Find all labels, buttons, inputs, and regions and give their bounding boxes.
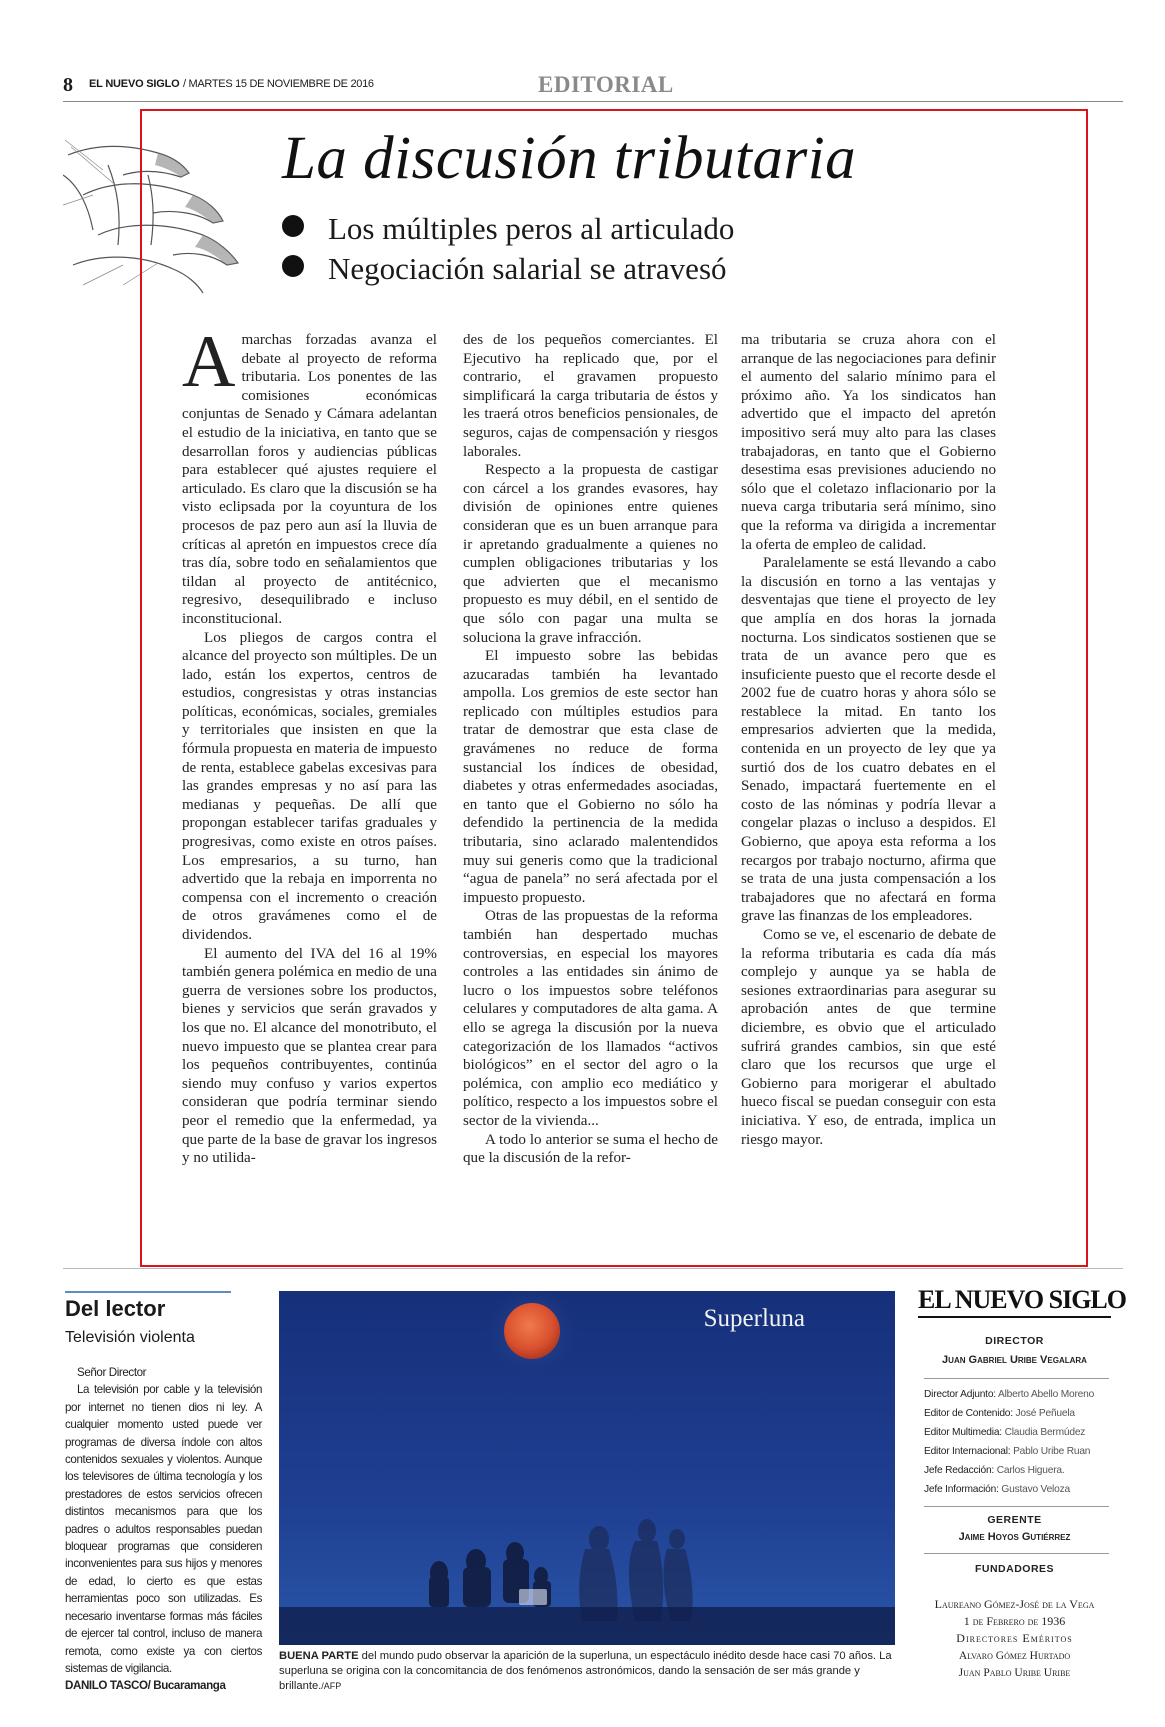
- photo-credit: /AFP: [321, 1681, 342, 1691]
- masthead-logo: EL NUEVO SIGLO: [918, 1285, 1126, 1314]
- staff-row: [924, 1389, 1114, 1400]
- staff-name: Gustavo Veloza: [1001, 1484, 1070, 1495]
- section-divider: [63, 1268, 1123, 1269]
- paragraph: A todo lo anterior se suma el hecho de que la discusión de la refor-: [463, 1131, 718, 1167]
- masthead-divider: [924, 1506, 1109, 1507]
- caption-text: del mundo pudo observar la aparición de la superluna, un espectáculo inédito desde hace casi 70 años. La superluna se origina con la concomitancia de dos fenómenos astronómicos, dando la sensación de ser más grande y brillante.: [279, 1650, 892, 1692]
- staff-row: [924, 1446, 1114, 1457]
- paragraph: Como se ve, el escenario de debate de la reforma tributaria es cada día más complejo y aunque ya se habla de sesiones extraordinarias para asegurar su aprobación antes de que termine diciembre, es obvio que el articulado sufrirá grandes cambios, sin que esté claro que los recursos que urge el Gobierno para morigerar el abultado hueco fiscal se puedan conseguir con esta iniciativa. Y eso, de entrada, implica un riesgo mayor.: [741, 927, 996, 1148]
- bullet-dot-icon: [282, 215, 304, 237]
- moon-shape: [504, 1303, 560, 1359]
- masthead-divider: [924, 1553, 1109, 1554]
- paragraph: El aumento del IVA del 16 al 19% también genera polémica en medio de una guerra de versiones sobre los productos, bienes y servicios que serán gravados y los que no. El alcance del monotributo, el nuevo impuesto que se plantea crear para los pequeños contribuyentes, continúa siendo muy confuso y varios expertos consideran que podría terminar siendo peor el remedio que la enfermedad, ya que parte de la base de gravar los ingresos y no utilida-: [182, 945, 437, 1167]
- letter-body: La televisión por cable y la televisión por internet no tienen dios ni ley. A cualquier momento usted puede ver programas de diversa índole con altos contenidos sexuales y violentos. Aunque los televisores de última tecnología y los prestadores de estos servicios ofrecen distintos mecanismos para que los padres o adultos responsables puedan bloquear programas que consideren inconvenientes para sus hijos y menores de edad, lo cierto es que estas herramientas poco son utilizadas. Es necesario inventarse formas más fáciles de ejercer tal control, incluso de manera remota, como existe ya con ciertos sistemas de vigilancia.: [65, 1383, 262, 1675]
- page-number: 8: [63, 74, 73, 96]
- header-divider: [63, 101, 1123, 102]
- masthead: [918, 1285, 1126, 1315]
- staff-row: [924, 1465, 1114, 1476]
- staff-name: Alberto Abello Moreno: [998, 1389, 1095, 1400]
- staff-name: Pablo Uribe Ruan: [1013, 1446, 1091, 1457]
- paragraph-text: marchas forzadas avanza el debate al proyecto de reforma tributaria. Los ponentes de las comisiones económicas conjuntas de Senado y Cámara adelantan el estudio de la iniciativa, en tanto que se desarrollan foros y audiencias públicas para establecer qué ajustes requiere el articulado. Es claro que la discusión se ha visto eclipsada por la coyuntura de los procesos de paz pero aun así la lluvia de críticas al apretón en impuestos crece día tras día, sobre todo en señalamientos que tildan al proyecto de antitécnico, regresivo, desequilibrado e incluso inconstitucional.: [182, 332, 437, 627]
- article-column-3: [741, 331, 996, 1149]
- lector-letter: [65, 1364, 262, 1695]
- section-label: EDITORIAL: [538, 72, 674, 97]
- editorial-subtitle-2: [282, 251, 727, 287]
- caption-lead: BUENA PARTE: [279, 1650, 359, 1662]
- emeritos-name-1: Alvaro Gómez Hurtado: [958, 1650, 1071, 1662]
- gerente-name: Jaime Hoyos Gutiérrez: [958, 1531, 1071, 1543]
- paragraph: Los pliegos de cargos contra el alcance del proyecto son múltiples. De un lado, están los expertos, centros de estudios, congresistas y otras instancias políticas, económicas, sociales, gremiales y territoriales que insisten en que la fórmula propuesta en materia de impuesto de renta, establece gabelas excesivas para las grandes empresas y no así para las medianas y pequeñas. De allí que propongan establecer tarifas graduales y progresivas, como existe en otros países. Los empresarios, a su turno, han advertido que la rebaja en imporrenta no compensa con el incremento o creación de otros gravámenes como el de dividendos.: [182, 629, 437, 943]
- drop-cap: A: [182, 321, 236, 403]
- staff-role: Jefe Redacción:: [924, 1465, 995, 1476]
- page-header: [63, 72, 1123, 102]
- staff-name: Carlos Higuera.: [996, 1465, 1065, 1476]
- director-name: Juan Gabriel Uribe Vegalara: [942, 1354, 1087, 1366]
- staff-role: Editor de Contenido:: [924, 1408, 1013, 1419]
- editorial-title: La discusión tributaria: [282, 125, 857, 192]
- article-column-2: [463, 331, 718, 1168]
- staff-row: [924, 1484, 1114, 1495]
- founded-date: 1 de Febrero de 1936: [963, 1614, 1066, 1628]
- superluna-photo: [279, 1291, 895, 1645]
- staff-row: [924, 1408, 1114, 1419]
- staff-name: José Peñuela: [1015, 1408, 1075, 1419]
- staff-name: Claudia Bermúdez: [1004, 1427, 1086, 1438]
- paragraph: ma tributaria se cruza ahora con el arranque de las negociaciones para definir el aumento del salario mínimo para el próximo año. Ya los sindicatos han advertido que el impacto del apretón impositivo será muy alto para las clases trabajadoras, en tanto que el Gobierno desestima esas previsiones aduciendo no sólo que el coletazo inflacionario por la nueva carga tributaria será mínimo, sino que la reforma va dirigida a incrementar la oferta de empleo de calidad.: [741, 332, 996, 553]
- publication-date: / MARTES 15 DE NOVIEMBRE DE 2016: [183, 78, 374, 90]
- masthead-divider: [924, 1378, 1109, 1379]
- staff-role: Editor Internacional:: [924, 1446, 1011, 1457]
- lector-accent-rule: [65, 1291, 231, 1293]
- photo-label: Superluna: [703, 1305, 805, 1332]
- subtitle-text: Negociación salarial se atravesó: [328, 251, 727, 286]
- emeritos-label: Directores Eméritos: [956, 1631, 1073, 1645]
- letter-signature: DANILO TASCO/ Bucaramanga: [65, 1679, 226, 1693]
- subtitle-text: Los múltiples peros al articulado: [328, 211, 735, 246]
- paragraph: des de los pequeños comerciantes. El Ejecutivo ha replicado que, por el contrario, el gravamen propuesto simplificará la carga tributaria de éstos y les traerá otros beneficios pensionales, de seguros, cajas de compensación y riesgos laborales.: [463, 332, 718, 460]
- paragraph: [182, 321, 437, 629]
- photo-caption: [279, 1649, 895, 1694]
- paragraph: Respecto a la propuesta de castigar con cárcel a los grandes evasores, hay división de opiniones entre quienes consideran que es un buen arranque para ir apretando gradualmente a quienes no cumplen obligaciones tributarias y los que advierten que el mecanismo propuesto es muy débil, en el sentido de que sólo con pagar una multa se soluciona la grave infracción.: [463, 462, 718, 646]
- emeritos-name-2: Juan Pablo Uribe Uribe: [958, 1667, 1071, 1679]
- staff-role: Jefe Información:: [924, 1484, 999, 1495]
- staff-role: Editor Multimedia:: [924, 1427, 1002, 1438]
- staff-row: [924, 1427, 1114, 1438]
- staff-role: Director Adjunto:: [924, 1389, 996, 1400]
- paragraph: Paralelamente se está llevando a cabo la discusión en torno a las ventajas y desventajas que tiene el proyecto de ley que amplía en dos horas la jornada nocturna. Los sindicatos sostienen que se trata de un avance pero que es insuficiente puesto que el recorte desde el 2002 fue de cuatro horas y ahora sólo se restablece la mitad. En tanto los empresarios advierten que la medida, contenida en un proyecto de ley que ya surtió dos de los cuatro debates en el Senado, impactará fuertemente en el costo de las nóminas y podría llevar a congelar plazas o incluso a despidos. El Gobierno, que apoya esta reforma a los recargos por trabajo nocturno, afirma que se trata de una justa compensación a los trabajadores que no afectará en forma grave las finanzas de los empleadores.: [741, 555, 996, 925]
- bullet-dot-icon: [282, 255, 304, 277]
- paragraph: Otras de las propuestas de la reforma también han despertado muchas controversias, en especial los mayores controles a las entidades sin ánimo de lucro o los impuestos sobre teléfonos celulares y computadores de alta gama. A ello se agrega la discusión por la nueva categorización de los llamados “activos biológicos” en el sector del agro o la polémica, con amplio eco mediático y político, respecto a los impuestos sobre el sector de la vivienda...: [463, 908, 718, 1129]
- fundadores-label: FUNDADORES: [974, 1563, 1055, 1575]
- lector-heading: Del lector: [65, 1296, 166, 1321]
- director-label: DIRECTOR: [985, 1335, 1044, 1347]
- paragraph: El impuesto sobre las bebidas azucaradas también ha levantado ampolla. Los gremios de este sector han replicado con múltiples estudios para tratar de demostrar que esta clase de gravámenes no reduce de forma sustancial los índices de obesidad, diabetes y otras enfermedades asociadas, en tanto que el Gobierno no sólo ha defendido la pertinencia de la medida tributaria, sino aclarado malentendidos muy sui generis como que la tradicional “agua de panela” no será afectada por el impuesto propuesto.: [463, 648, 718, 906]
- publication-name: EL NUEVO SIGLO: [89, 78, 180, 90]
- fundadores-names: Laureano Gómez-José de la Vega: [934, 1597, 1095, 1611]
- article-column-1: [182, 321, 437, 1168]
- masthead-rule: [918, 1316, 1111, 1318]
- lector-subheading: Televisión violenta: [65, 1329, 195, 1346]
- gerente-label: GERENTE: [987, 1514, 1042, 1526]
- editorial-subtitle-1: [282, 211, 734, 247]
- letter-salutation: Señor Director: [77, 1366, 147, 1379]
